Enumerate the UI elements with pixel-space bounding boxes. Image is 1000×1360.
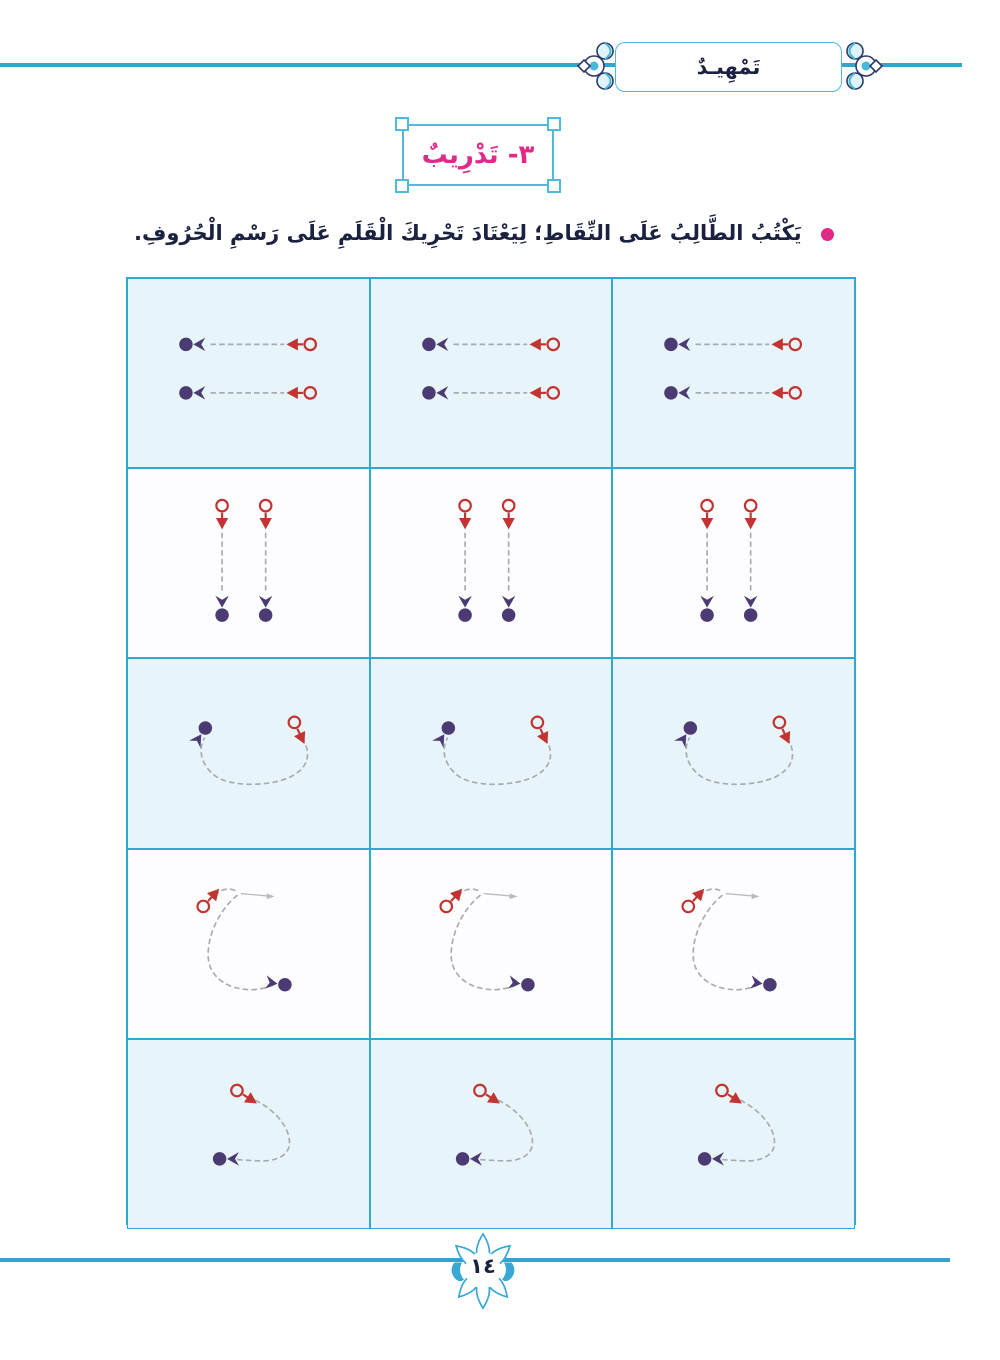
start-marker bbox=[502, 500, 514, 530]
corner-knob-icon bbox=[547, 179, 561, 193]
end-marker bbox=[508, 975, 536, 992]
lesson-title: ٣- تَدْرِيبٌ bbox=[421, 140, 535, 170]
banner-flourish-icon bbox=[839, 38, 885, 94]
trace-bowl-curve-drawing bbox=[128, 659, 369, 847]
end-marker bbox=[259, 596, 272, 622]
start-marker bbox=[701, 500, 713, 530]
start-marker bbox=[438, 884, 467, 914]
trace-horizontal-pair-drawing bbox=[128, 279, 369, 467]
instruction-text: يَكْتُبُ الطَّالِبُ عَلَى النِّقَاطِ؛ لِيَعْتَادَ تَحْرِيكَ الْقَلَمِ عَلَى رَسْمِ الْحُرُوفِ. bbox=[134, 221, 802, 245]
start-marker bbox=[772, 338, 802, 350]
start-marker bbox=[195, 884, 224, 914]
end-marker bbox=[265, 975, 293, 992]
start-marker bbox=[260, 500, 272, 530]
end-marker bbox=[179, 386, 205, 399]
instruction-row bbox=[120, 216, 834, 252]
practice-cell-r1c3 bbox=[612, 278, 855, 468]
corner-knob-icon bbox=[395, 117, 409, 131]
end-marker bbox=[179, 338, 205, 351]
start-marker bbox=[529, 387, 559, 399]
practice-cell-r5c2 bbox=[370, 1039, 613, 1229]
trace-vertical-pair-drawing bbox=[613, 469, 854, 657]
start-marker bbox=[229, 1082, 260, 1108]
start-marker bbox=[216, 500, 228, 530]
trace-vertical-pair-drawing bbox=[128, 469, 369, 657]
start-marker bbox=[529, 338, 559, 350]
practice-cell-r2c1 bbox=[127, 468, 370, 658]
start-marker bbox=[772, 387, 802, 399]
end-marker bbox=[502, 596, 515, 622]
end-marker bbox=[456, 1152, 482, 1165]
trace-hah-curve-drawing bbox=[371, 850, 612, 1038]
practice-cell-r4c3 bbox=[612, 849, 855, 1039]
end-marker bbox=[422, 338, 448, 351]
practice-cell-r4c1 bbox=[127, 849, 370, 1039]
lesson-title-box bbox=[402, 124, 554, 186]
start-marker bbox=[459, 500, 471, 530]
trace-hah-curve-drawing bbox=[613, 850, 854, 1038]
start-marker bbox=[680, 884, 709, 914]
practice-cell-r3c3 bbox=[612, 658, 855, 848]
trace-hah-curve-drawing bbox=[128, 850, 369, 1038]
end-marker bbox=[213, 1152, 239, 1165]
page-number: ١٤ bbox=[470, 1254, 496, 1278]
practice-cell-r1c1 bbox=[127, 278, 370, 468]
trace-horizontal-pair-drawing bbox=[371, 279, 612, 467]
trace-bowl-curve-drawing bbox=[613, 659, 854, 847]
banner-flourish-icon bbox=[575, 38, 621, 94]
practice-grid bbox=[126, 277, 856, 1225]
header-banner bbox=[615, 42, 842, 92]
trace-dal-curve-drawing bbox=[371, 1040, 612, 1228]
end-marker bbox=[744, 596, 757, 622]
trace-dal-curve-drawing bbox=[128, 1040, 369, 1228]
practice-cell-r1c2 bbox=[370, 278, 613, 468]
end-marker bbox=[458, 596, 471, 622]
end-marker bbox=[665, 386, 691, 399]
practice-cell-r4c2 bbox=[370, 849, 613, 1039]
practice-cell-r5c3 bbox=[612, 1039, 855, 1229]
start-marker bbox=[286, 387, 316, 399]
banner-title: تَمْهِيـدٌ bbox=[696, 55, 761, 79]
bullet-dot-icon bbox=[821, 228, 834, 241]
practice-cell-r3c2 bbox=[370, 658, 613, 848]
start-marker bbox=[529, 715, 553, 747]
trace-horizontal-pair-drawing bbox=[613, 279, 854, 467]
trace-dal-curve-drawing bbox=[613, 1040, 854, 1228]
trace-vertical-pair-drawing bbox=[371, 469, 612, 657]
trace-bowl-curve-drawing bbox=[371, 659, 612, 847]
practice-cell-r3c1 bbox=[127, 658, 370, 848]
start-marker bbox=[286, 338, 316, 350]
corner-knob-icon bbox=[547, 117, 561, 131]
end-marker bbox=[665, 338, 691, 351]
end-marker bbox=[422, 386, 448, 399]
end-marker bbox=[701, 596, 714, 622]
practice-cell-r2c3 bbox=[612, 468, 855, 658]
start-marker bbox=[286, 715, 310, 747]
end-marker bbox=[215, 596, 228, 622]
end-marker bbox=[698, 1152, 724, 1165]
practice-cell-r5c1 bbox=[127, 1039, 370, 1229]
end-marker bbox=[750, 975, 778, 992]
start-marker bbox=[772, 715, 796, 747]
start-marker bbox=[471, 1082, 502, 1108]
corner-knob-icon bbox=[395, 179, 409, 193]
start-marker bbox=[714, 1082, 745, 1108]
practice-cell-r2c2 bbox=[370, 468, 613, 658]
start-marker bbox=[745, 500, 757, 530]
